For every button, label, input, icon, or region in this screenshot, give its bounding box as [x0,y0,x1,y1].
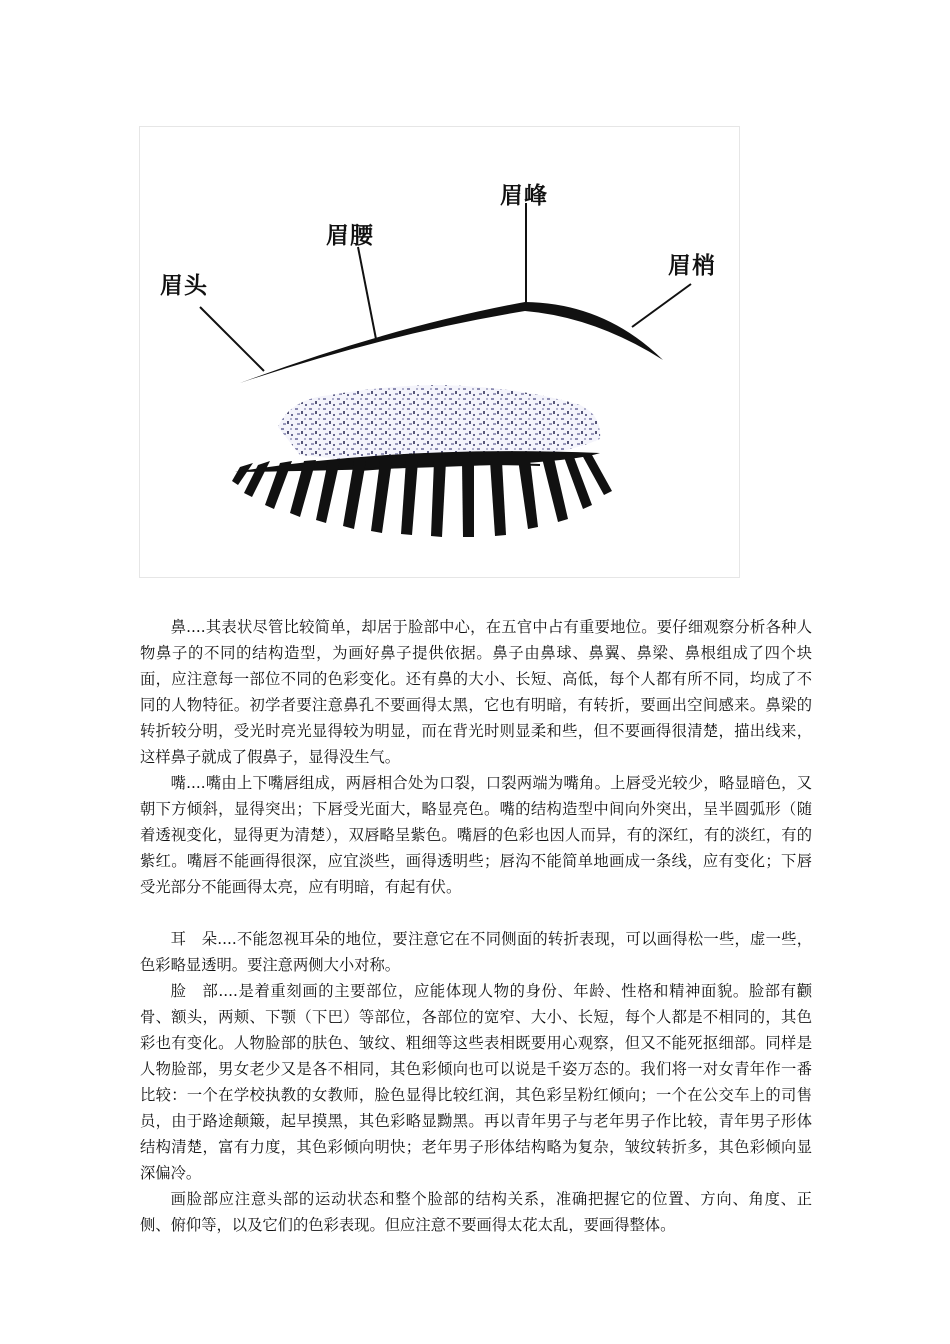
eye-illustration [140,127,741,579]
label-brow-head: 眉头 [160,273,208,299]
label-brow-peak: 眉峰 [500,183,548,209]
leader-line-brow-head [200,307,264,371]
label-brow-tail: 眉梢 [668,253,716,279]
paragraph-ear: 耳 朵....不能忽视耳朵的地位，要注意它在不同侧面的转折表现，可以画得松一些，虚一些，色彩略显透明。要注意两侧大小对称。 [140,930,812,974]
leader-line-brow-tail [632,284,691,327]
paragraph-nose: 鼻....其表状尽管比较简单，却居于脸部中心，在五官中占有重要地位。要仔细观察分析各种人物鼻子的不同的结构造型，为画好鼻子提供依据。鼻子由鼻球、鼻翼、鼻梁、鼻根组成了四个块面，应注意每一部位不同的色彩变化。还有鼻的大小、长短、高低，每个人都有所不同，均成了不同的人物特征。初学者要注意鼻孔不要画得太黑，它也有明暗，有转折，要画出空间感来。鼻梁的转折较分明，受光时亮光显得较为明显，而在背光时则显柔和些，但不要画得很清楚，描出线来，这样鼻子就成了假鼻子，显得没生气。 [140,618,812,766]
paragraph-face: 脸 部....是着重刻画的主要部位，应能体现人物的身份、年龄、性格和精神面貌。脸部有颧骨、额头，两颊、下颚（下巴）等部位，各部位的宽窄、大小、长短，每个人都是不相同的，其色彩也有变化。人物脸部的肤色、皱纹、粗细等这些表相既要用心观察，但又不能死抠细部。同样是人物脸部，男女老少又是各不相同，其色彩倾向也可以说是千姿万态的。我们将一对女青年作一番比较：一个在学校执教的女教师，脸色显得比较红润，其色彩呈粉红倾向；一个在公交车上的司售员，由于路途颠簸，起早摸黑，其色彩略显黝黑。再以青年男子与老年男子作比较，青年男子形体结构清楚，富有力度，其色彩倾向明快；老年男子形体结构略为复杂，皱纹转折多，其色彩倾向显深偏冷。 [140,982,812,1182]
paragraph-mouth: 嘴....嘴由上下嘴唇组成，两唇相合处为口裂，口裂两端为嘴角。上唇受光较少，略显暗色，又朝下方倾斜，显得突出；下唇受光面大，略显亮色。嘴的结构造型中间向外突出，呈半圆弧形（随着透视变化，显得更为清楚），双唇略呈紫色。嘴唇的色彩也因人而异，有的深红，有的淡红，有的紫红。嘴唇不能画得很深，应宜淡些，画得透明些；唇沟不能简单地画成一条线，应有变化；下唇受光部分不能画得太亮，应有明暗，有起有伏。 [140,774,812,896]
body-text [140,614,812,1238]
eyebrow-diagram [139,126,740,578]
label-brow-waist: 眉腰 [326,223,374,249]
paragraph-face-drawing: 画脸部应注意头部的运动状态和整个脸部的结构关系，准确把握它的位置、方向、角度、正侧、俯仰等，以及它们的色彩表现。但应注意不要画得太花太乱，要画得整体。 [140,1190,812,1234]
leader-line-brow-waist [358,247,376,339]
eyebrow-shape [240,302,663,383]
